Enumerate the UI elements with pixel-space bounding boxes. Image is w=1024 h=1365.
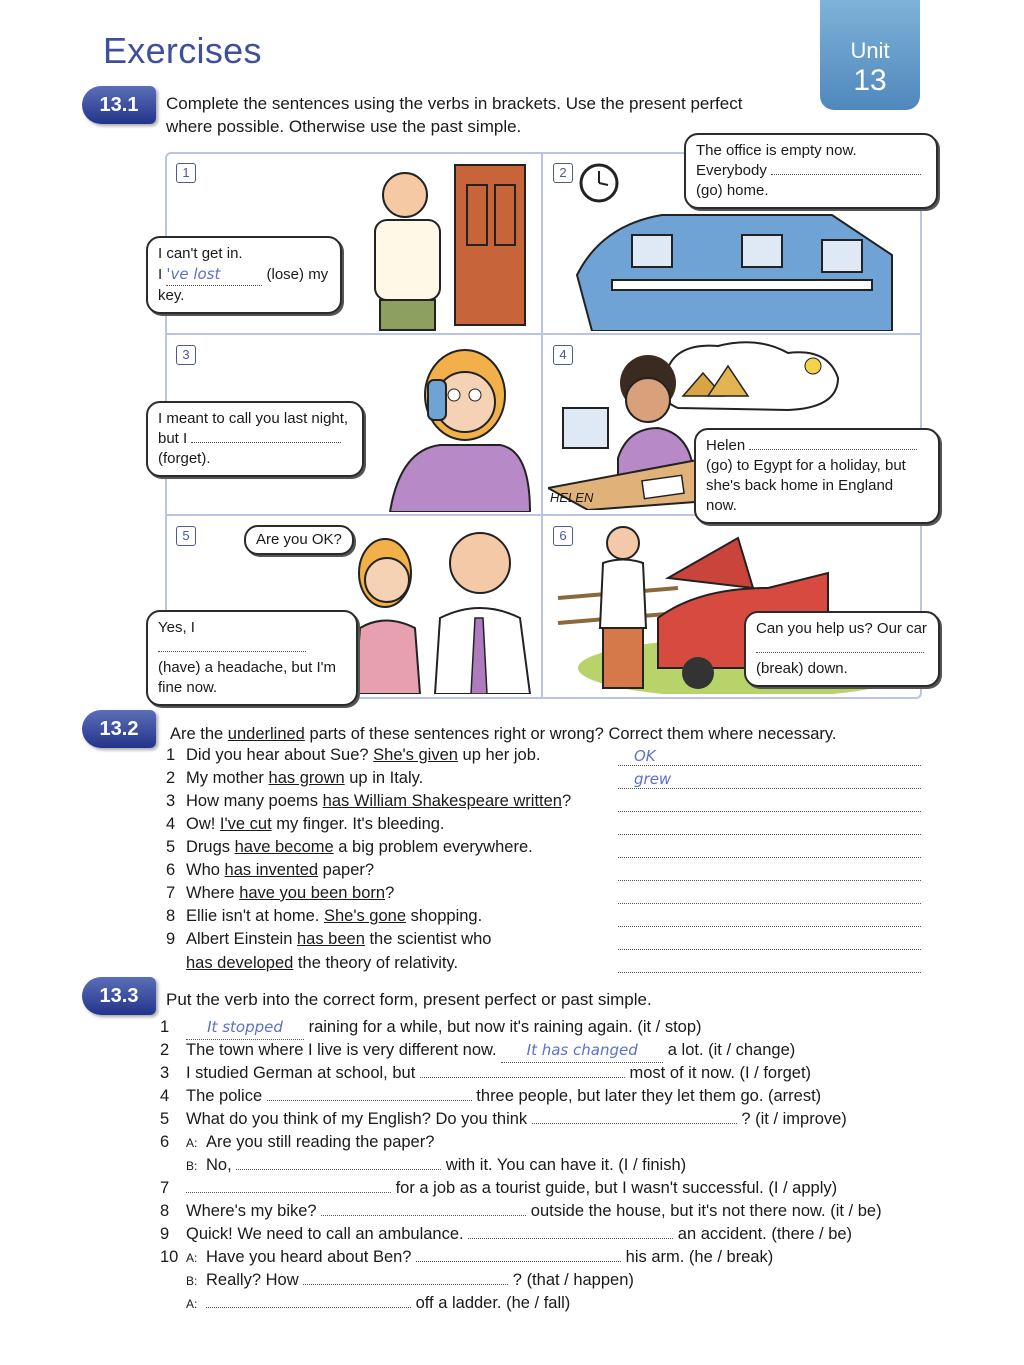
- panel-number: 1: [176, 163, 196, 183]
- helen-caption: HELEN: [550, 490, 594, 505]
- exercise-3-instruction: Put the verb into the correct form, present perfect or past simple.: [166, 990, 652, 1009]
- answer-blank[interactable]: [756, 652, 924, 653]
- exercise-badge-13-3: 13.3: [82, 977, 156, 1015]
- answer-text: 've lost: [166, 265, 221, 283]
- list-item-continuation: has developed the theory of relativity.: [186, 954, 459, 972]
- bubble-text: I 've lost (lose) my: [158, 264, 330, 286]
- list-item: A: off a ladder. (he / fall): [186, 1294, 571, 1312]
- answer-line[interactable]: [618, 860, 921, 881]
- exercise-badge-13-1: 13.1: [82, 86, 156, 124]
- speech-bubble-6: [744, 611, 940, 687]
- answer-blank[interactable]: [267, 1100, 472, 1101]
- exercise-2-list: [166, 744, 571, 975]
- exercise-1-instruction: [166, 92, 742, 138]
- answer-line[interactable]: [618, 883, 921, 904]
- unit-label: Unit: [850, 38, 890, 63]
- list-item: 4 Ow! I've cut my finger. It's bleeding.: [166, 815, 445, 833]
- answer-blank[interactable]: [468, 1238, 673, 1239]
- answer-blank[interactable]: [191, 442, 341, 443]
- answer-blank[interactable]: [420, 1077, 625, 1078]
- page-title: Exercises: [103, 30, 262, 71]
- answer-text: OK: [634, 747, 656, 765]
- speech-bubble-1: [146, 236, 342, 314]
- speech-bubble-4: [694, 428, 940, 524]
- list-item: 2 The town where I live is very different now. It has changed a lot. (it / change): [160, 1039, 882, 1062]
- bubble-text: Can you help us? Our car: [756, 620, 927, 637]
- man-at-door-illustration: [350, 155, 540, 331]
- answer-line[interactable]: [618, 906, 921, 927]
- list-item: 6 Who has invented paper?: [166, 861, 375, 879]
- exercise-3-list: [160, 1016, 882, 1315]
- list-item: B: Really? How ? (that / happen): [186, 1271, 634, 1289]
- answer-line[interactable]: [618, 837, 921, 858]
- speech-bubble-5-question: Are you OK?: [244, 525, 354, 555]
- grid-divider: [541, 152, 543, 697]
- list-item: 3 I studied German at school, but most of it now. (I / forget): [160, 1064, 812, 1082]
- answer-blank[interactable]: [186, 1192, 391, 1193]
- list-item: 2 My mother has grown up in Italy.: [166, 769, 424, 787]
- exercise-badge-13-2: 13.2: [82, 710, 156, 748]
- answer-line[interactable]: [618, 929, 921, 950]
- list-item: 5 What do you think of my English? Do you think ? (it / improve): [160, 1110, 847, 1128]
- speech-bubble-2: [684, 133, 938, 209]
- panel-number: 5: [176, 526, 196, 546]
- answer-text: It has changed: [526, 1041, 638, 1059]
- answer-blank[interactable]: [771, 174, 921, 175]
- list-item: 8 Where's my bike? outside the house, but it's not there now. (it / be): [160, 1202, 882, 1220]
- bubble-text: Yes, I: [158, 618, 346, 658]
- answer-blank[interactable]: [206, 1307, 411, 1308]
- bubble-text: Everybody: [696, 161, 926, 181]
- list-item: B: No, with it. You can have it. (I / finish): [186, 1156, 687, 1174]
- answer-line[interactable]: [618, 745, 921, 766]
- answer-line[interactable]: [618, 791, 921, 812]
- list-item: 6 A: Are you still reading the paper?: [160, 1133, 435, 1151]
- answer-text: It stopped: [207, 1018, 283, 1036]
- bubble-text: Helen: [706, 436, 928, 456]
- list-item: 7 Where have you been born?: [166, 884, 395, 902]
- bubble-text: (forget).: [158, 450, 211, 467]
- bubble-text: I can't get in.: [158, 245, 243, 262]
- answer-blank[interactable]: [416, 1261, 621, 1262]
- bubble-text: I meant to call you last night,: [158, 410, 349, 427]
- panel-number: 4: [553, 345, 573, 365]
- exercise-2-instruction: Are the underlined parts of these sentences right or wrong? Correct them where necessary.: [170, 725, 837, 743]
- man-and-woman-illustration: [355, 518, 537, 694]
- bubble-text: The office is empty now.: [696, 142, 857, 159]
- answer-line[interactable]: [618, 768, 921, 789]
- bubble-text: (break) down.: [756, 660, 848, 677]
- answer-blank[interactable]: [321, 1215, 526, 1216]
- bubble-text: [756, 639, 928, 659]
- bubble-text: (have) a headache, but I'm: [158, 659, 336, 676]
- panel-number: 2: [553, 163, 573, 183]
- panel-number: 6: [553, 526, 573, 546]
- list-item: 9 Quick! We need to call an ambulance. an accident. (there / be): [160, 1225, 853, 1243]
- list-item: 1 Did you hear about Sue? She's given up her job.: [166, 746, 541, 764]
- list-item: 3 How many poems has William Shakespeare written?: [166, 792, 572, 810]
- list-item: 10 A: Have you heard about Ben? his arm. (he / break): [160, 1248, 774, 1266]
- grid-divider: [165, 333, 920, 335]
- list-item: 8 Ellie isn't at home. She's gone shopping.: [166, 907, 483, 925]
- bubble-text: (go) home.: [696, 182, 769, 199]
- unit-tab: [820, 0, 920, 110]
- unit-number: 13: [853, 64, 887, 97]
- answer-text: grew: [634, 770, 672, 788]
- list-item: 9 Albert Einstein has been the scientist who: [166, 930, 492, 948]
- answer-blank[interactable]: [532, 1123, 737, 1124]
- speech-bubble-5: [146, 610, 358, 706]
- bubble-text: fine now.: [158, 679, 218, 696]
- list-item: 5 Drugs have become a big problem everywhere.: [166, 838, 533, 856]
- list-item: 4 The police three people, but later they let them go. (arrest): [160, 1087, 822, 1105]
- answer-blank[interactable]: [158, 651, 306, 652]
- bubble-text: (go) to Egypt for a holiday, but: [706, 457, 906, 474]
- answer-line[interactable]: [618, 952, 921, 973]
- speech-bubble-3: [146, 401, 364, 477]
- instruction-line-2: where possible. Otherwise use the past simple.: [166, 117, 522, 136]
- instruction-line-1: Complete the sentences using the verbs in brackets. Use the present perfect: [166, 94, 743, 113]
- answer-blank[interactable]: [236, 1169, 441, 1170]
- woman-on-phone-illustration: [380, 340, 535, 512]
- bubble-text: but I: [158, 429, 352, 449]
- list-item: 7 for a job as a tourist guide, but I wasn't successful. (I / apply): [160, 1179, 838, 1197]
- answer-line[interactable]: [618, 814, 921, 835]
- answer-blank[interactable]: [749, 449, 917, 450]
- answer-blank[interactable]: [303, 1284, 508, 1285]
- bubble-text: key.: [158, 287, 185, 304]
- list-item: 1 It stopped raining for a while, but now it's raining again. (it / stop): [160, 1016, 882, 1039]
- bubble-text: she's back home in England now.: [706, 477, 894, 514]
- panel-number: 3: [176, 345, 196, 365]
